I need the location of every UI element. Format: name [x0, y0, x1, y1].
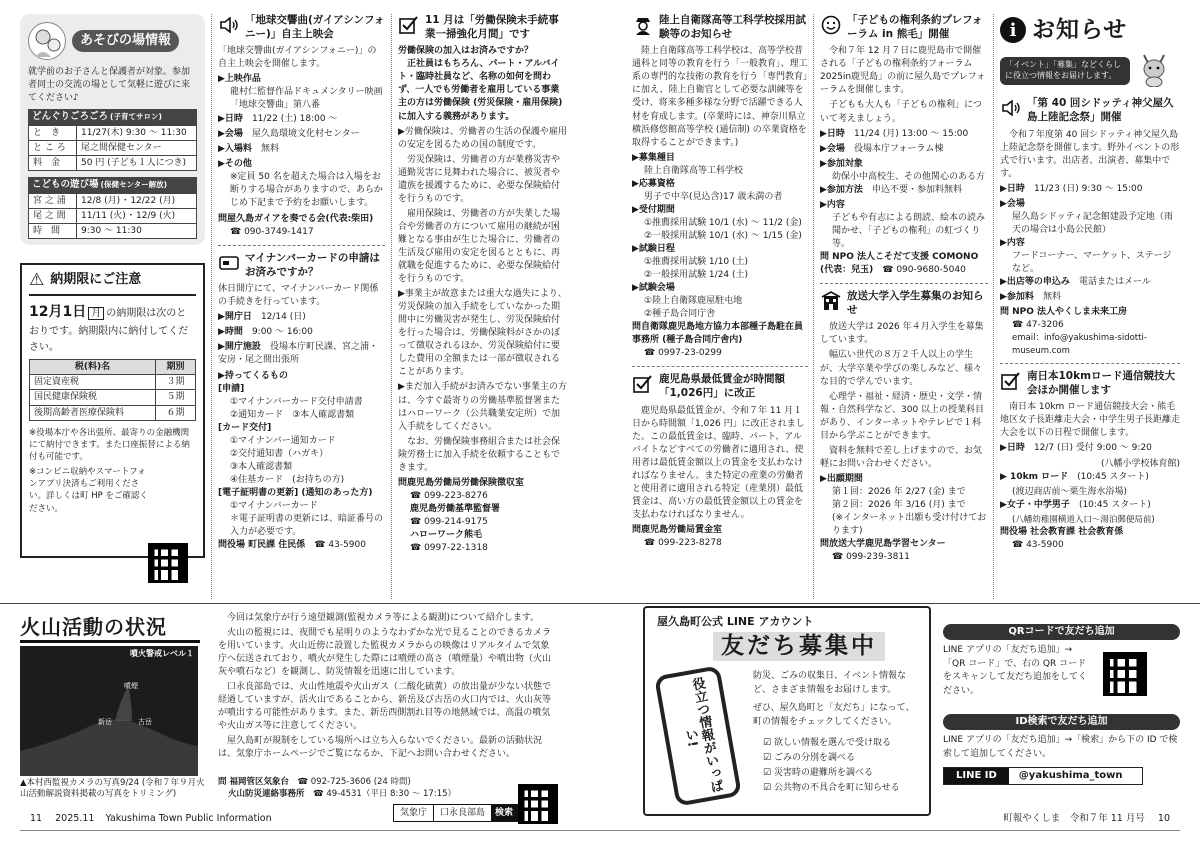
kodomo-body: 子どもも大人も「子どもの権利」について考えましょう。	[820, 100, 982, 124]
jieitai-value: ①推薦採用試験 1/10 (土)	[644, 257, 749, 268]
chingin-contact: 問鹿児島労働局賃金室	[632, 525, 723, 536]
dondo-title: どんぐりごろごろ	[32, 111, 109, 123]
hoso-body: 幅広い世代の８万２千人以上の学生が、大学卒業や学びの楽しみなど、様々な目的で学んでいます。	[820, 350, 983, 387]
mynumber-item: ②通知カード ③本人確認書類	[230, 409, 355, 420]
jieitai-value: ①陸上自衛隊鹿屋駐屯地	[644, 296, 743, 307]
dondo-sub: (子育てサロン)	[110, 112, 162, 122]
rodo-phone: ☎ 099-223-8276	[410, 490, 488, 501]
road-value: (10:45 スタート)	[1078, 499, 1151, 510]
gaia-contact: 問屋久島ガイアを奏でる会(代表:柴田)	[218, 213, 374, 224]
sidotti-label: ▶参加料	[1000, 292, 1034, 303]
rodo-contact: 問鹿児島労働局労働保険徴収室	[398, 477, 525, 488]
volcano-paragraph: 屋久島町が規制をしている場所へは立ち入らないでください。最新の活動状況は、気象庁ホームページでご覧になるか、下記へお問い合わせください。	[218, 736, 543, 760]
sidotti-label: ▶会場	[1000, 198, 1025, 209]
hoso-body: 資料を無料で差し上げますので、お気軽にお問い合わせください。	[820, 445, 982, 469]
volcano-level: 噴火警戒レベル１	[130, 649, 194, 658]
table-cell: 後期高齢者医療保険料	[30, 405, 156, 420]
kodomo-contact-rep: (代表：兒玉)	[820, 265, 874, 276]
gaia-phone: ☎ 090-3749-1417	[230, 226, 314, 237]
table-cell: 宮 之 浦	[29, 193, 77, 208]
table-cell: ６期	[156, 405, 196, 420]
nofu-date: 12月1日	[29, 304, 87, 321]
kodomo-value: 11/24 (月) 13:00 ～ 15:00	[853, 128, 969, 139]
asobi-box	[20, 14, 205, 245]
sidotti-label: ▶出店等の申込み	[1000, 277, 1070, 288]
checkbox-icon	[1000, 370, 1022, 392]
sidotti-value: 電話またはメール	[1078, 277, 1151, 288]
kodomo-label: ▶日時	[820, 128, 845, 139]
mynumber-item: ＊電子証明書の更新には、暗証番号の入力が必要です。	[230, 514, 384, 538]
jieitai-intro: 陸上自衛隊高等工科学校は、高等学校普通科と同等の教育を行う「一般教育」、理工系の専門的な技術の教育を行う「専門教育」に加え、陸上自衛官として必要な訓練等を受け、将来多種多様な分野で活躍できる人材を育成します。(卒業時には、神奈川県立横浜修悠館高等学校 (通信制) の卒業資格を取得することができます。)	[632, 46, 808, 148]
road-value: (八幡幼稚園横道入口～湯泊郵便局前)	[1012, 514, 1155, 525]
jieitai-label: ▶試験日程	[632, 243, 675, 254]
checkbox-icon	[398, 14, 420, 36]
table-cell: 固定資産税	[30, 375, 156, 390]
sidotti-value: フードコーナー、マーケット、ステージなど。	[1012, 251, 1172, 275]
gaia-intro: 「地球交響曲(ガイアシンフォニー)」の自主上映会を開催します。	[218, 46, 377, 70]
tax-table	[29, 359, 196, 421]
mynumber-phone: ☎ 43-5900	[314, 540, 366, 551]
kodomo-header	[28, 177, 197, 192]
rodo-paragraph: 雇用保険は、労働者の方が失業した場合や労働者の方について雇用の継続が困難となる事由が生じた場合に、労働者の生活及び雇用の安定を図るとともに、再就職を促進するために、必要な保険給付を行うものです。	[398, 208, 561, 285]
table-row	[29, 155, 197, 170]
rodo-phone: ☎ 0997-22-1318	[410, 543, 488, 554]
search-term-1: 気象庁	[394, 805, 434, 821]
qr-add-head: QRコードで友だち追加	[943, 624, 1180, 640]
hoso-value: 第１回：2026 年 2/27 (金) まで	[832, 486, 966, 497]
footer-left	[30, 812, 272, 825]
mynumber-sub: [電子証明書の更新] (通知のあった方)	[218, 487, 373, 498]
rodo-contact: ハローワーク熊毛	[410, 529, 483, 540]
asobi-title: あそびの場情報	[72, 30, 179, 52]
mynumber-label: ▶開庁日	[218, 312, 252, 323]
table-cell: 11/27(木) 9:30 ～ 11:30	[77, 125, 197, 140]
rodo-paragraph: 労災保険は、労働者の方が業務災害や通勤災害に見舞われた場合に、被災者や遺族を援護するために、必要な保険給付を行うものです。	[398, 154, 561, 204]
card-icon	[218, 252, 240, 274]
kodomo-title: こどもの遊び場	[32, 179, 99, 191]
mynumber-value: 9:00 ～ 16:00	[251, 327, 313, 338]
kodomo-label: ▶参加方法	[820, 184, 863, 195]
table-row	[30, 390, 196, 405]
asobi-intro: 就学前のお子さんと保護者が対象。参加者同士の交流の場として気軽に遊びに来てください♪	[28, 67, 191, 104]
table-header: 税(料)名	[30, 360, 156, 375]
table-cell: 50 円 (子ども１人につき)	[77, 155, 197, 170]
footer-right	[1003, 812, 1170, 825]
chingin-body: 鹿児島県最低賃金が、令和７年 11 月１日から時間額「1,026 円」に改正されました。この最低賃金は、臨時、パート、アルバイトなどすべての労働者に適用され、使用者は最低賃金額以上の賃金を支払わなければなりません。また特定の産業の労働者と使用者に適用される特定（産業別）最低賃金は、高い方の最低賃金額以上の賃金を支払わなければなりません。	[632, 405, 805, 521]
search-box[interactable]	[393, 804, 518, 822]
smile-icon	[820, 14, 842, 36]
sidotti-label: ▶日時	[1000, 183, 1025, 194]
hoso-contact: 問放送大学鹿児島学習センター	[820, 539, 946, 550]
road-value: (八幡小学校体育館)	[1100, 458, 1180, 469]
column-divider	[813, 14, 814, 599]
kodomo-value: 子どもや有志による朗読、絵本の読み聞かせ、「子どもの権利」の虹づくり等。	[832, 212, 986, 249]
table-row	[30, 375, 196, 390]
rodo-paragraph: ▶事業主が故意または重大な過失により、労災保険の加入手続をしていなかった期間中に労働災害が発生し、労災保険給付を行った場合は、労働保険料がさかのぼって徴収されるほか、労災保険給付に要した費用の全額または一部が徴収されることがあります。	[398, 289, 567, 378]
phone-illustration	[654, 665, 742, 806]
table-row	[29, 125, 197, 140]
road-label: ▶日時	[1000, 443, 1025, 454]
kodomo-label: ▶参加対象	[820, 158, 863, 169]
label-shindake: 新岳	[98, 718, 112, 726]
footer-rule	[20, 830, 1180, 831]
jieitai-label: ▶応募資格	[632, 178, 675, 189]
table-row	[29, 140, 197, 155]
mynumber-label: ▶持ってくるもの	[218, 370, 288, 381]
qr-add-text: LINE アプリの「友だち追加」→「QR コード」で、右の QR コードをスキャンして友だち追加をしてください。	[943, 645, 1088, 696]
nofu-text: の納期限は次のとおりです。納期限内に納付してください。	[29, 308, 189, 353]
mynumber-contact: 問役場 町民課 住民係	[218, 540, 306, 551]
table-row	[29, 193, 197, 208]
table-cell: と こ ろ	[29, 140, 77, 155]
mynumber-item: ②交付通知書（ハガキ）	[230, 448, 329, 459]
volcano-contact-name: 問 福岡管区気象台	[218, 777, 289, 787]
sidotti-email: email：info@yakushima-sidotti-museum.com	[1012, 333, 1147, 356]
rodo-paragraph: ▶まだ加入手続がお済みでない事業主の方は、今すぐ最寄りの労働基準監督署またはハローワーク（公共職業安定所）で加入手続をしてください。	[398, 382, 567, 432]
sidotti-value: 11/23 (日) 9:30 ～ 15:00	[1033, 183, 1143, 194]
jieitai-value: ①推薦採用試験 10/1 (水) ～ 11/2 (金)	[644, 217, 802, 228]
rodo-lead: 正社員はもちろん、パート・アルバイト・臨時社員など、名称の如何を問わず、一人でも労働者を雇用している事業主の方は労働保険 (労災保険・雇用保険) に加入する義務があります。	[398, 59, 563, 122]
jieitai-value: 陸上自衛隊高等工科学校	[644, 165, 744, 176]
rodo-question: 労働保険の加入はお済みですか？	[398, 46, 534, 57]
volcano-text	[218, 612, 558, 764]
column-divider	[211, 14, 212, 599]
id-add-text: LINE アプリの「友だち追加」→「検索」から下の ID で検索して追加してください。	[943, 735, 1178, 759]
kodomo-phone: ☎ 090-9680-5040	[882, 265, 966, 276]
volcano-contact-name: 火山防災連絡事務所	[228, 789, 305, 800]
table-cell: 尾之間保健センター	[77, 140, 197, 155]
kodomo-label: ▶内容	[820, 199, 845, 210]
table-cell: ３期	[156, 375, 196, 390]
table-row	[29, 208, 197, 223]
table-row	[30, 405, 196, 420]
nofu-note-1: ※役場本庁や各出張所、最寄りの金融機関にて納付できます。また口座振替による納付も可能です。	[29, 427, 190, 463]
kodomo-table	[28, 193, 197, 239]
table-cell: 9:30 ～ 11:30	[77, 223, 197, 238]
kodomo-value: 申込不要・参加料無料	[871, 184, 962, 195]
check-item	[763, 736, 900, 751]
jieitai-title: 陸上自衛隊高等工科学校採用試験等のお知らせ	[659, 14, 806, 40]
road-value: (10:45 スタート)	[1077, 471, 1149, 482]
page-number-left: 11	[30, 813, 43, 824]
sidotti-value: 無料	[1042, 292, 1061, 303]
mynumber-item: ①マイナンバー通知カード	[230, 435, 336, 446]
nofu-title: 納期限にご注意	[50, 271, 142, 287]
rodo-title: 11 月は「労働保険未手続事業一掃強化月間」です	[425, 14, 559, 40]
kodomo-contact: 問 NPO 法人こそだて支援 COMONO	[820, 251, 979, 262]
speaker-icon	[1000, 97, 1022, 119]
divider	[218, 245, 385, 246]
hoso-phone: ☎ 099-239-3811	[832, 552, 910, 563]
phone-text: 役立つ情報がいっぱい!	[681, 675, 724, 794]
soldier-icon	[632, 14, 654, 36]
building-icon	[820, 290, 842, 312]
volcano-caption: ▲本村西監視カメラの写真9/24 (令和７年９月火山活動解説資料掲載の写真をトリミング)	[20, 778, 205, 800]
jieitai-value: ②一般採用試験 1/24 (土)	[644, 270, 749, 281]
gaia-value: 龍村仁監督作品ドキュメンタリー映画「地球交響曲」第八番	[230, 87, 383, 111]
mynumber-item: ③本人確認書類	[230, 461, 293, 472]
sidotti-label: ▶内容	[1000, 238, 1025, 249]
footer-date: 2025.11	[55, 813, 95, 824]
rodo-paragraph: ▶労働保険は、労働者の生活の保護や雇用の安定を図るための国の制度です。	[398, 126, 567, 150]
speaker-icon	[218, 14, 240, 36]
gaia-title: 「地球交響曲(ガイアシンフォニー)」自主上映会	[245, 14, 385, 40]
chingin-phone: ☎ 099-223-8278	[644, 538, 722, 549]
volcano-paragraph: 今回は気象庁が行う遠望観測(監視カメラ等による観測)について紹介します。	[227, 613, 540, 623]
checkbox-icon: ☑	[763, 767, 774, 778]
mynumber-item: ①マイナンバーカード	[230, 500, 318, 511]
sidotti-contact: 問 NPO 法人やくしま未来工房	[1000, 307, 1128, 318]
road-value: 12/7 (日) 受付 9:00 ～ 9:20	[1033, 443, 1152, 454]
gaia-value: 屋久島環境文化村センター	[251, 128, 360, 139]
volcano-contact-phone: ☎ 092-725-3606 (24 時間)	[297, 777, 411, 787]
rodo-contact: 鹿児島労働基準監督署	[410, 503, 501, 514]
table-header: 期別	[156, 360, 196, 375]
oshirase-tags: 「イベント」「募集」などくらしに役立つ情報をお届けします。	[1000, 57, 1130, 85]
sidotti-value: 屋久島シドッティ記念館建設予定地（雨天の場合は小島公民館）	[1012, 211, 1173, 236]
column-divider	[993, 14, 994, 599]
table-row	[29, 223, 197, 238]
column-divider	[391, 14, 392, 599]
column-6	[1000, 14, 1180, 599]
divider	[632, 366, 808, 367]
gaia-value: ※定員 50 名を超えた場合は入場をお断りする場合がありますので、あらかじめ下記まで予約をお願いします。	[230, 171, 383, 208]
volcano-contact	[218, 776, 508, 801]
table-cell: 12/8 (月) ･ 12/22 (月)	[77, 193, 197, 208]
road-phone: ☎ 43-5900	[1012, 540, 1064, 551]
volcano-contact-phone: ☎ 49-4531（平日 8:30 ～ 17:15）	[313, 789, 457, 800]
gaia-label: ▶日時	[218, 113, 243, 124]
footer-publication: Yakushima Town Public Information	[105, 813, 272, 824]
qr-add-panel	[943, 624, 1180, 698]
nofu-box	[20, 263, 205, 558]
mynumber-intro: 休日開庁にて、マイナンバーカード関係の手続きを行っています。	[218, 284, 379, 308]
road-label: ▶ 10km ロード	[1000, 471, 1069, 482]
line-big: 友だち募集中	[713, 632, 885, 661]
line-head: 屋久島町公式 LINE アカウント	[657, 615, 814, 628]
volcano-silhouette	[20, 646, 198, 776]
gaia-value: 無料	[260, 143, 279, 154]
kodomo-body: 令和７年 12 月７日に鹿児島市で開催される「子どもの権利条約フォーラム 2025in鹿児島」の前に屋久島でプレフォーラムを開催します。	[820, 46, 986, 96]
table-cell: 料 金	[29, 155, 77, 170]
line-panel	[643, 606, 931, 816]
checkbox-icon	[632, 373, 654, 395]
check-label: 災害時の避難所を調べる	[773, 767, 873, 778]
jieitai-value: 男子で中卒(見込含)17 歳未満の者	[644, 191, 783, 202]
rodo-phone: ☎ 099-214-9175	[410, 516, 488, 527]
page-number-right: 10	[1157, 813, 1170, 824]
column-3	[398, 14, 568, 599]
hoso-label: ▶出願期間	[820, 473, 863, 484]
gaia-label: ▶その他	[218, 158, 252, 169]
chingin-title: 鹿児島県最低賃金が時間額「1,026円」に改正	[659, 373, 785, 400]
search-term-2: 口永良部島	[440, 808, 486, 818]
line-id-value[interactable]: @yakushima_town	[1018, 770, 1123, 782]
deer-mascot-icon	[1134, 51, 1174, 92]
id-add-head: ID検索で友だち追加	[943, 714, 1180, 730]
gaia-label: ▶入場料	[218, 143, 252, 154]
hoso-value: 第２回：2026 年 3/16 (月) まで	[832, 499, 966, 510]
road-contact: 問役場 社会教育課 社会教育係	[1000, 527, 1124, 537]
hoso-title: 放送大学入学生募集のお知らせ	[847, 290, 984, 316]
divider	[1000, 363, 1180, 364]
line-id-label: LINE ID	[944, 768, 1009, 784]
volcano-title-block	[20, 614, 200, 643]
bottom-band	[0, 603, 1200, 831]
jieitai-label: ▶受付期間	[632, 204, 675, 215]
hoso-body: 放送大学は 2026 年４月入学生を募集しています。	[820, 322, 984, 346]
checkbox-icon: ☑	[763, 782, 774, 793]
line-checklist	[763, 736, 900, 795]
kodomo-value: 幼保小中高校生、その他関心のある方	[832, 171, 986, 182]
nofu-day: 月	[88, 307, 104, 320]
volcano-qr-code[interactable]	[518, 784, 558, 824]
jieitai-label: ▶募集種目	[632, 152, 675, 163]
gaia-label: ▶上映作品	[218, 74, 261, 85]
column-4	[632, 14, 808, 599]
id-add-panel	[943, 714, 1180, 785]
jieitai-phone: ☎ 0997-23-0299	[644, 348, 722, 359]
column-1	[20, 14, 205, 599]
volcano-photo	[20, 646, 198, 776]
info-icon: i	[1000, 17, 1026, 43]
table-cell: 11/11 (火) ･ 12/9 (火)	[77, 208, 197, 223]
mynumber-value: 12/14 (日)	[260, 312, 306, 323]
sidotti-phone: ☎ 47-3206	[1012, 320, 1064, 331]
table-cell: 国民健康保険税	[30, 390, 156, 405]
sidotti-title: 「第 40 回シドッティ神父屋久島上陸記念祭」開催	[1027, 97, 1174, 124]
mynumber-label: ▶開庁施設	[218, 342, 261, 353]
checkbox-icon: ☑	[763, 752, 774, 763]
check-label: ごみの分別を調べる	[773, 752, 855, 763]
table-cell: 尾 之 間	[29, 208, 77, 223]
warning-icon: ⚠	[29, 269, 45, 290]
mynumber-sub: [カード交付]	[218, 422, 272, 433]
mynumber-sub: [申請]	[218, 383, 245, 394]
road-label: ▶女子・中学男子	[1000, 499, 1070, 510]
volcano-paragraph: 火山の監視には、夜間でも星明りのようなわずかな光で見ることのできるカメラを用いています。火山近傍に設置した監視カメラからの映像はリアルタイムで気象庁へ伝送されており、噴火が発生した際には噴煙の高さ（噴煙量）や噴出物（火山灰や噴石など）を観測し、防災情報を迅速に出しています。	[218, 628, 552, 678]
table-cell: 時 間	[29, 223, 77, 238]
dondo-header	[28, 109, 197, 124]
hoso-value: (※インターネット出願も受け付けております)	[832, 513, 987, 537]
rodo-paragraph: なお、労働保険事務組合または社会保険労務士に加入手続を依頼することもできます。	[398, 436, 561, 473]
sidotti-body: 令和７年度第 40 回シドッティ神父屋久島上陸記念祭を開催します。野外イベントの形式で行います。出店者、出演者、募集中です。	[1000, 129, 1180, 179]
column-2	[218, 14, 385, 599]
line-text-2: ぜひ、屋久島町と「友だち」になって、町の情報をチェックしてください。	[753, 703, 915, 727]
road-body: 南日本 10km ロード通信競技大会・熊毛地区女子長距離走大会・中学生男子長距離走大会を以下の日程で開催します。	[1000, 402, 1180, 439]
road-value: (渡辺商店前～栗生海水浴場)	[1012, 486, 1128, 497]
jieitai-label: ▶試験会場	[632, 283, 675, 294]
volcano-title: 火山活動の状況	[20, 614, 200, 643]
table-cell: と き	[29, 125, 77, 140]
mynumber-item: ①マイナンバーカード交付申請書	[230, 396, 363, 407]
search-button[interactable]: 検索	[491, 805, 517, 821]
jieitai-contact: 問自衛隊鹿児島地方協力本部種子島駐在員事務所 (種子島合同庁舎内)	[632, 322, 804, 346]
column-5	[820, 14, 988, 599]
check-item	[763, 751, 900, 766]
label-funka: 噴煙	[124, 682, 138, 690]
check-item	[763, 766, 900, 781]
road-title: 南日本10kmロード通信競技大会ほか開催します	[1027, 370, 1176, 396]
mynumber-item: ④住基カード (お持ちの方)	[230, 474, 345, 485]
check-label: 欲しい情報を選んで受け取る	[773, 738, 891, 748]
mynumber-value: 役場本庁町民課、宮之浦・安房・尾之間出張所	[218, 342, 378, 366]
table-header-row	[30, 360, 196, 375]
oshirase-title: お知らせ	[1032, 17, 1128, 43]
table-cell: ５期	[156, 390, 196, 405]
gaia-label: ▶会場	[218, 128, 243, 139]
nofu-note-2: ※コンビニ収納やスマートフォンアプリ決済もご利用ください。詳しくは町 HP をご確認ください。	[29, 466, 148, 514]
divider	[820, 283, 988, 284]
dondo-table	[28, 125, 197, 171]
check-item	[763, 781, 900, 796]
jieitai-value: ②種子島合同庁舎	[644, 309, 716, 320]
jieitai-value: ②一般採用試験 10/1 (水) ～ 1/15 (金)	[644, 230, 802, 241]
line-text-1: 防災、ごみの収集日、イベント情報など、さまざま情報をお届けします。	[753, 671, 907, 695]
label-furudake: 古岳	[138, 718, 152, 726]
qr-code[interactable]	[148, 543, 188, 583]
kodomo-value: 役場本庁フォーラム棟	[853, 143, 944, 154]
mynumber-label: ▶時間	[218, 327, 243, 338]
mynumber-title: マイナンバーカードの申請はお済みですか？	[245, 251, 380, 278]
kodomo-sub: (保健センター解放)	[100, 180, 168, 190]
line-id-row	[943, 767, 1143, 785]
footer-issue: 町報やくしま 令和７年 11 月号	[1003, 813, 1145, 824]
kodomo-label: ▶会場	[820, 143, 845, 154]
mother-child-icon	[28, 22, 66, 60]
gaia-value: 11/22 (土) 18:00 ～	[251, 113, 338, 124]
check-label: 公共物の不具合を町に知らせる	[773, 782, 900, 793]
line-qr-code[interactable]	[1103, 652, 1147, 696]
hoso-body: 心理学・福祉・経済・歴史・文学・情報・自然科学など、300 以上の授業科目があり、インターネットやテレビで１科目から学ぶことができます。	[820, 391, 985, 441]
checkbox-icon: ☑	[763, 738, 774, 748]
volcano-paragraph: 口永良部島では、火山性地震や火山ガス（二酸化硫黄）の放出量が少ない状態で経過していますが、活火山であることから、新岳及び古岳の火口内では、火山灰等が噴出する可能性があります。また、新岳西側割れ目等の地熱域では、高温の噴気や火山ガス等に注意してください。	[218, 682, 552, 732]
kodomo-title: 「子どもの権利条約プレフォーラム in 熊毛」開催	[847, 14, 983, 40]
